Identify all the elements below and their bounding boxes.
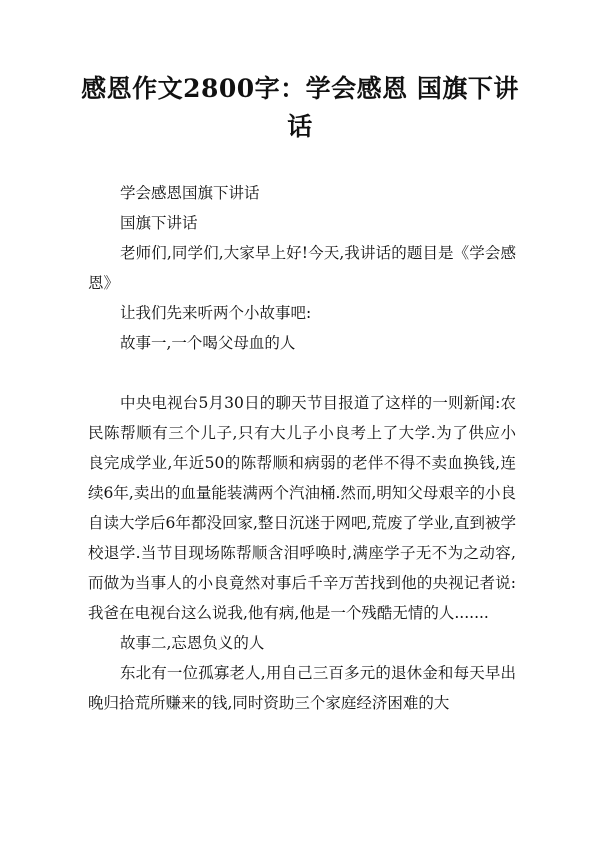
paragraph-story-two-body: 东北有一位孤寡老人,用自己三百多元的退休金和每天早出晚归拾荒所赚来的钱,同时资助三个家庭经济困难的大 — [88, 664, 516, 712]
document-body — [88, 178, 516, 718]
paragraph-subheading: 国旗下讲话 — [120, 214, 198, 232]
document-title: 感恩作文2800字：学会感恩 国旗下讲话 — [81, 74, 519, 141]
paragraph-intro: 让我们先来听两个小故事吧: — [120, 304, 312, 322]
paragraph-story-one-body: 中央电视台5月30日的聊天节目报道了这样的一则新闻:农民陈帮顺有三个儿子,只有大儿子小良考上了大学.为了供应小良完成学业,年近50的陈帮顺和病弱的老伴不得不卖血换钱,连续6年,卖出的血量能装满两个汽油桶.然而,明知父母艰辛的小良自读大学后6年都没回家,整日沉迷于网吧,荒废了学业,直到被学校退学.当节目现场陈帮顺含泪呼唤时,满座学子无不为之动容,而做为当事人的小良竟然对事后千辛万苦找到他的央视记者说:我爸在电视台这么说我,他有病,他是一个残酷无情的人....... — [88, 394, 516, 622]
paragraph-story-one-title: 故事一,一个喝父母血的人 — [120, 334, 296, 352]
paragraph-heading: 学会感恩国旗下讲话 — [120, 184, 260, 202]
paragraph-greeting: 老师们,同学们,大家早上好!今天,我讲话的题目是《学会感恩》 — [88, 244, 516, 292]
paragraph-story-two-title: 故事二,忘恩负义的人 — [120, 634, 265, 652]
